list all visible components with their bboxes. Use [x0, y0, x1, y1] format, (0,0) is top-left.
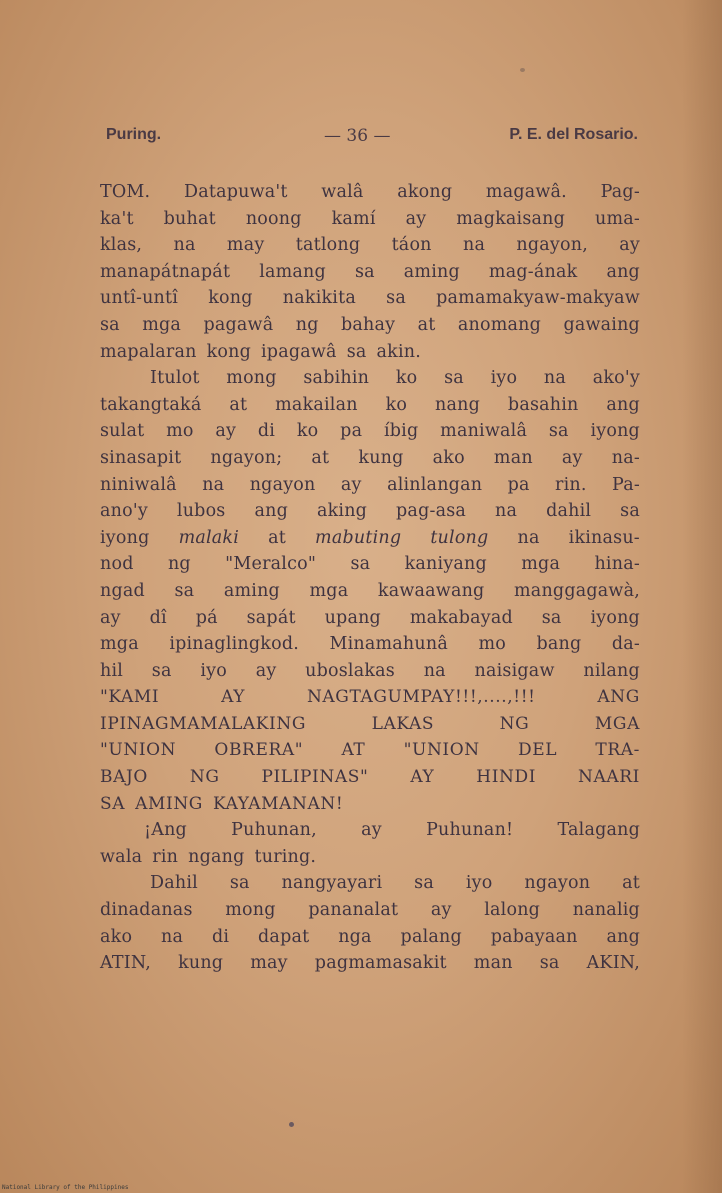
word: aking [316, 501, 368, 522]
word: ngang [188, 846, 245, 867]
word: gawaing [563, 314, 640, 335]
word: may [250, 953, 288, 974]
word: "Meralco" [225, 554, 317, 575]
word: ipagawâ [261, 341, 337, 362]
running-header [106, 126, 638, 152]
word: pagmamasakit [314, 953, 447, 974]
word: manggagawà, [514, 580, 640, 601]
text-line [100, 953, 640, 980]
word: pananalat [308, 900, 399, 921]
text-line [100, 342, 640, 369]
text-line [100, 714, 640, 741]
word: sinasapit [100, 447, 182, 468]
word: mga [100, 634, 139, 655]
word: pá [195, 607, 218, 628]
text-line [100, 820, 640, 847]
text-line [100, 421, 640, 448]
word: iyo [465, 873, 493, 894]
word: ako [432, 447, 465, 468]
word: untî-untî [100, 288, 179, 309]
word: mag-ának [488, 261, 578, 282]
word: man [493, 447, 533, 468]
word: at [311, 447, 330, 468]
word: mga [142, 314, 182, 335]
ink-dot [289, 1122, 294, 1127]
word: ang [606, 394, 640, 415]
word: walâ [321, 182, 364, 202]
word: makabayad [409, 607, 513, 628]
word: nang [435, 394, 481, 415]
word: Minamahunâ [329, 634, 448, 655]
word: na [173, 235, 196, 256]
word: hina- [594, 554, 640, 575]
word: sa [541, 607, 562, 628]
word: pabayaan [490, 926, 578, 947]
word: at [229, 394, 248, 415]
word: kaniyang [404, 554, 487, 575]
text-line [100, 873, 640, 900]
word: AMING [135, 793, 203, 814]
word: at [417, 314, 436, 335]
word: pa [340, 421, 363, 442]
text-line [100, 395, 640, 422]
text-line [100, 794, 640, 821]
word: na [423, 660, 446, 681]
word: dî [149, 607, 167, 628]
word: mo [166, 421, 194, 442]
word: ay [100, 607, 121, 628]
word: ATIN, [100, 953, 152, 974]
page-edge-shadow [682, 0, 722, 1193]
text-line [100, 581, 640, 608]
word: ko [385, 394, 408, 415]
word: dinadanas [100, 900, 193, 921]
word: OBRERA" [214, 740, 304, 761]
word: na [495, 501, 518, 522]
word: akong [397, 182, 453, 202]
word: íbig [383, 421, 419, 442]
word: Puhunan, [231, 820, 317, 841]
word: magawâ. [485, 182, 567, 202]
word: sa [350, 554, 371, 575]
word: Datapuwa't [183, 182, 288, 202]
word: pa [507, 474, 530, 495]
word: ay [361, 820, 382, 841]
word: Pag- [600, 182, 640, 202]
word: ngayon, [516, 235, 588, 256]
word: da- [611, 634, 640, 655]
text-line [100, 554, 640, 581]
word: na [543, 368, 566, 389]
word: sa [539, 953, 560, 974]
word: aming [403, 261, 460, 282]
word: akin. [376, 341, 421, 362]
word: nga [338, 926, 372, 947]
body-text [100, 182, 640, 980]
word: palang [400, 926, 462, 947]
word: ako [100, 926, 133, 947]
library-watermark: National Library of the Philippines [2, 1184, 129, 1191]
word: sulat [100, 421, 145, 442]
text-line [100, 767, 640, 794]
word: sa [346, 341, 367, 362]
word: sa [174, 580, 195, 601]
word: HINDI [476, 767, 537, 788]
word: KAYAMANAN! [212, 793, 344, 814]
word: iyo [200, 660, 227, 681]
word: at [268, 527, 286, 548]
word: malaki [178, 527, 240, 548]
word: sapát [246, 607, 296, 628]
word: AT [341, 740, 366, 761]
word: kung [358, 447, 404, 468]
word: IPINAGMAMALAKING [100, 713, 307, 734]
word: buhat [163, 208, 216, 229]
word: naisigaw [474, 660, 555, 681]
text-line [100, 847, 640, 874]
word: Dahil [150, 873, 198, 894]
text-line [100, 501, 640, 528]
word: ay [340, 474, 362, 495]
word: ako'y [592, 368, 640, 389]
word: ngayon; [210, 447, 283, 468]
word: na [517, 527, 540, 548]
word: nanalig [572, 900, 640, 921]
word: Pa- [612, 474, 640, 495]
word: sabihin [303, 368, 370, 389]
ink-smudge [520, 68, 525, 72]
text-line [100, 900, 640, 927]
word: ay [215, 421, 237, 442]
word: at [622, 873, 640, 894]
word: kung [178, 953, 224, 974]
word: kong [208, 288, 253, 309]
word: PILIPINAS" [261, 767, 369, 788]
word: Puhunan! [426, 820, 514, 841]
word: LAKAS [371, 713, 435, 734]
word: upang [324, 607, 381, 628]
word: lamang [259, 261, 326, 282]
word: sa [386, 288, 406, 309]
word: iyong [590, 607, 640, 628]
text-line [100, 262, 640, 289]
word: di [211, 926, 230, 947]
word: dahil [546, 501, 592, 522]
word: rin. [555, 474, 587, 495]
word: mo [478, 634, 506, 655]
text-line [100, 368, 640, 395]
word: niniwalâ [100, 474, 177, 495]
word: NG [499, 713, 530, 734]
word: nakikita [282, 288, 356, 309]
word: ang [606, 926, 640, 947]
word: TOM. [100, 182, 151, 202]
word: anomang [457, 314, 542, 335]
text-line [100, 315, 640, 342]
word: ANG [597, 687, 640, 708]
word: noong [245, 208, 302, 229]
word: uboslakas [305, 660, 395, 681]
word: ay [255, 660, 277, 681]
word: pagawâ [203, 314, 274, 335]
word: NAARI [577, 767, 640, 788]
word: ipinaglingkod. [169, 634, 299, 655]
word: NAGTAGUMPAY!!!,....,!!! [306, 687, 536, 708]
word: ang [254, 501, 288, 522]
text-line [100, 687, 640, 714]
text-line [100, 528, 640, 555]
word: ikinasu- [568, 527, 640, 548]
word: iyong [100, 527, 150, 548]
word: uma- [594, 208, 640, 229]
text-line [100, 927, 640, 954]
word: BAJO [100, 767, 148, 788]
word: TRA- [595, 740, 640, 761]
text-line [100, 740, 640, 767]
word: Talagang [557, 820, 640, 841]
word: man [473, 953, 513, 974]
word: na [161, 926, 184, 947]
word: AKIN, [586, 953, 640, 974]
word: bahay [341, 314, 396, 335]
word: mga [521, 554, 561, 575]
word: hil [100, 660, 124, 681]
word: iyo [490, 368, 518, 389]
word: ¡Ang [144, 820, 187, 841]
word: ka't [100, 208, 134, 229]
word: sa [444, 368, 464, 389]
word: sa [151, 660, 172, 681]
word: ay [405, 208, 427, 229]
text-line [100, 661, 640, 688]
word: ng [295, 314, 319, 335]
word: "UNION [100, 740, 177, 761]
word: kong [206, 341, 251, 362]
word: lalong [484, 900, 541, 921]
word: may [226, 235, 265, 256]
text-line [100, 209, 640, 236]
word: manapátnapát [100, 261, 231, 282]
word: mong [225, 900, 276, 921]
word: AY [221, 687, 246, 708]
text-line [100, 448, 640, 475]
word: iyong [590, 421, 640, 442]
word: mga [309, 580, 349, 601]
word: magkaisang [456, 208, 566, 229]
word: mabuting [315, 527, 402, 548]
word: nilang [583, 660, 640, 681]
word: ang [606, 261, 640, 282]
word: nod [100, 554, 134, 575]
word: ngayon [249, 474, 316, 495]
word: AY [410, 767, 435, 788]
word: bang [536, 634, 582, 655]
word: klas, [100, 235, 143, 256]
word: lubos [176, 501, 226, 522]
text-line [100, 288, 640, 315]
word: Itulot [150, 368, 200, 389]
word: ngayon [524, 873, 591, 894]
word: sa [100, 314, 120, 335]
word: alinlangan [387, 474, 483, 495]
word: tatlong [295, 235, 361, 256]
word: sa [414, 873, 434, 894]
word: DEL [518, 740, 558, 761]
text-line [100, 634, 640, 661]
word: ano'y [100, 501, 148, 522]
word: ko [395, 368, 418, 389]
word: maniwalâ [440, 421, 528, 442]
word: pag-asa [396, 501, 467, 522]
word: dapat [258, 926, 310, 947]
word: sa [229, 873, 250, 894]
header-author: P. E. del Rosario. [509, 126, 638, 143]
word: turing. [254, 846, 317, 867]
word: kamí [331, 208, 376, 229]
word: ko [296, 421, 319, 442]
page-number: — 36 — [324, 126, 391, 146]
word: sa [620, 501, 640, 522]
word: nangyayari [281, 873, 383, 894]
word: mapalaran [100, 341, 197, 362]
word: ay [430, 900, 452, 921]
word: na- [611, 447, 640, 468]
word: takangtaká [100, 394, 202, 415]
word: tulong [430, 527, 489, 548]
word: sa [354, 261, 375, 282]
text-line [100, 235, 640, 262]
word: di [257, 421, 276, 442]
text-line [100, 475, 640, 502]
word: wala [100, 846, 143, 867]
word: "KAMI [100, 687, 160, 708]
word: ngad [100, 580, 145, 601]
word: basahin [507, 394, 579, 415]
word: na [202, 474, 225, 495]
word: makailan [275, 394, 358, 415]
text-line [100, 182, 640, 209]
word: MGA [594, 713, 640, 734]
word: aming [223, 580, 280, 601]
word: ay [619, 235, 640, 256]
word: "UNION [403, 740, 480, 761]
word: ng [167, 554, 191, 575]
word: mong [226, 368, 277, 389]
word: SA [100, 793, 126, 814]
word: rin [152, 846, 179, 867]
word: pamamakyaw-makyaw [436, 288, 640, 309]
text-line [100, 608, 640, 635]
word: na [462, 235, 486, 256]
word: NG [189, 767, 220, 788]
word: táon [391, 235, 432, 256]
word: sa [548, 421, 569, 442]
word: ay [561, 447, 583, 468]
word: kawaawang [377, 580, 485, 601]
header-title: Puring. [106, 126, 162, 143]
